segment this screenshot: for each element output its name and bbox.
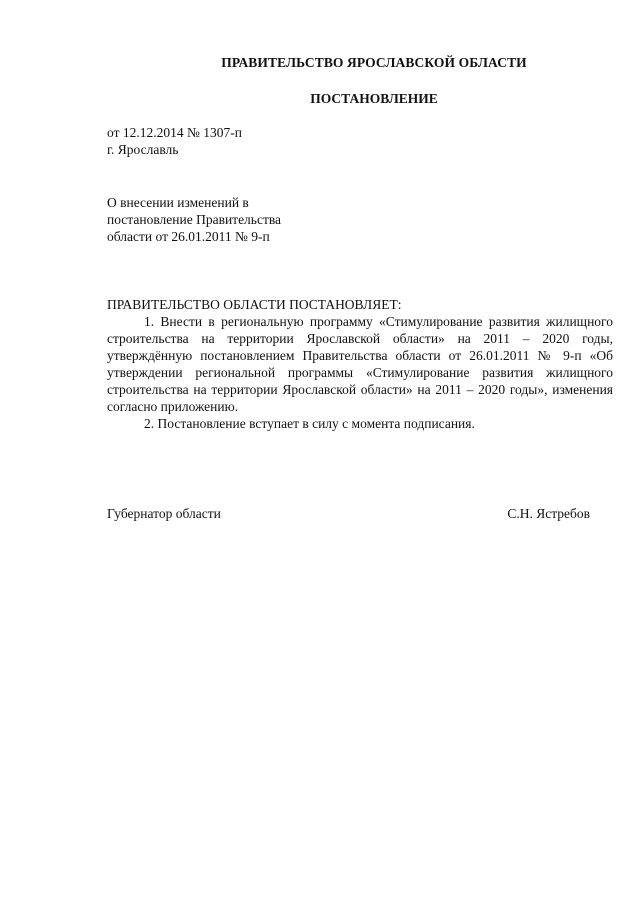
subject-line: области от 26.01.2011 № 9-п bbox=[107, 229, 270, 244]
document-subject bbox=[107, 194, 281, 245]
paragraph-1: 1. Внести в региональную программу «Стимулирование развития жилищного строительства на территории Ярославской области» на 2011 – 2020 годы, утверждённую постановлением Правительства области от 26.01.2011 № 9-п «Об утверждении региональной программы «Стимулирование развития жилищного строительства на территории Ярославской области» на 2011 – 2020 годы», изменения согласно приложению. bbox=[107, 314, 613, 414]
paragraph-2: 2. Постановление вступает в силу с момента подписания. bbox=[144, 416, 475, 431]
document-meta bbox=[107, 124, 242, 158]
subject-line: постановление Правительства bbox=[107, 212, 282, 227]
signature-position: Губернатор области bbox=[107, 506, 221, 521]
city: г. Ярославль bbox=[107, 142, 179, 157]
document-body bbox=[107, 296, 613, 432]
government-title: ПРАВИТЕЛЬСТВО ЯРОСЛАВСКОЙ ОБЛАСТИ bbox=[221, 55, 527, 70]
subject-line: О внесении изменений в bbox=[107, 195, 249, 210]
preamble: ПРАВИТЕЛЬСТВО ОБЛАСТИ ПОСТАНОВЛЯЕТ: bbox=[107, 297, 402, 312]
signature-block bbox=[107, 506, 590, 522]
date-number: от 12.12.2014 № 1307-п bbox=[107, 125, 242, 140]
document-type: ПОСТАНОВЛЕНИЕ bbox=[310, 91, 438, 106]
signature-name: С.Н. Ястребов bbox=[507, 506, 590, 521]
